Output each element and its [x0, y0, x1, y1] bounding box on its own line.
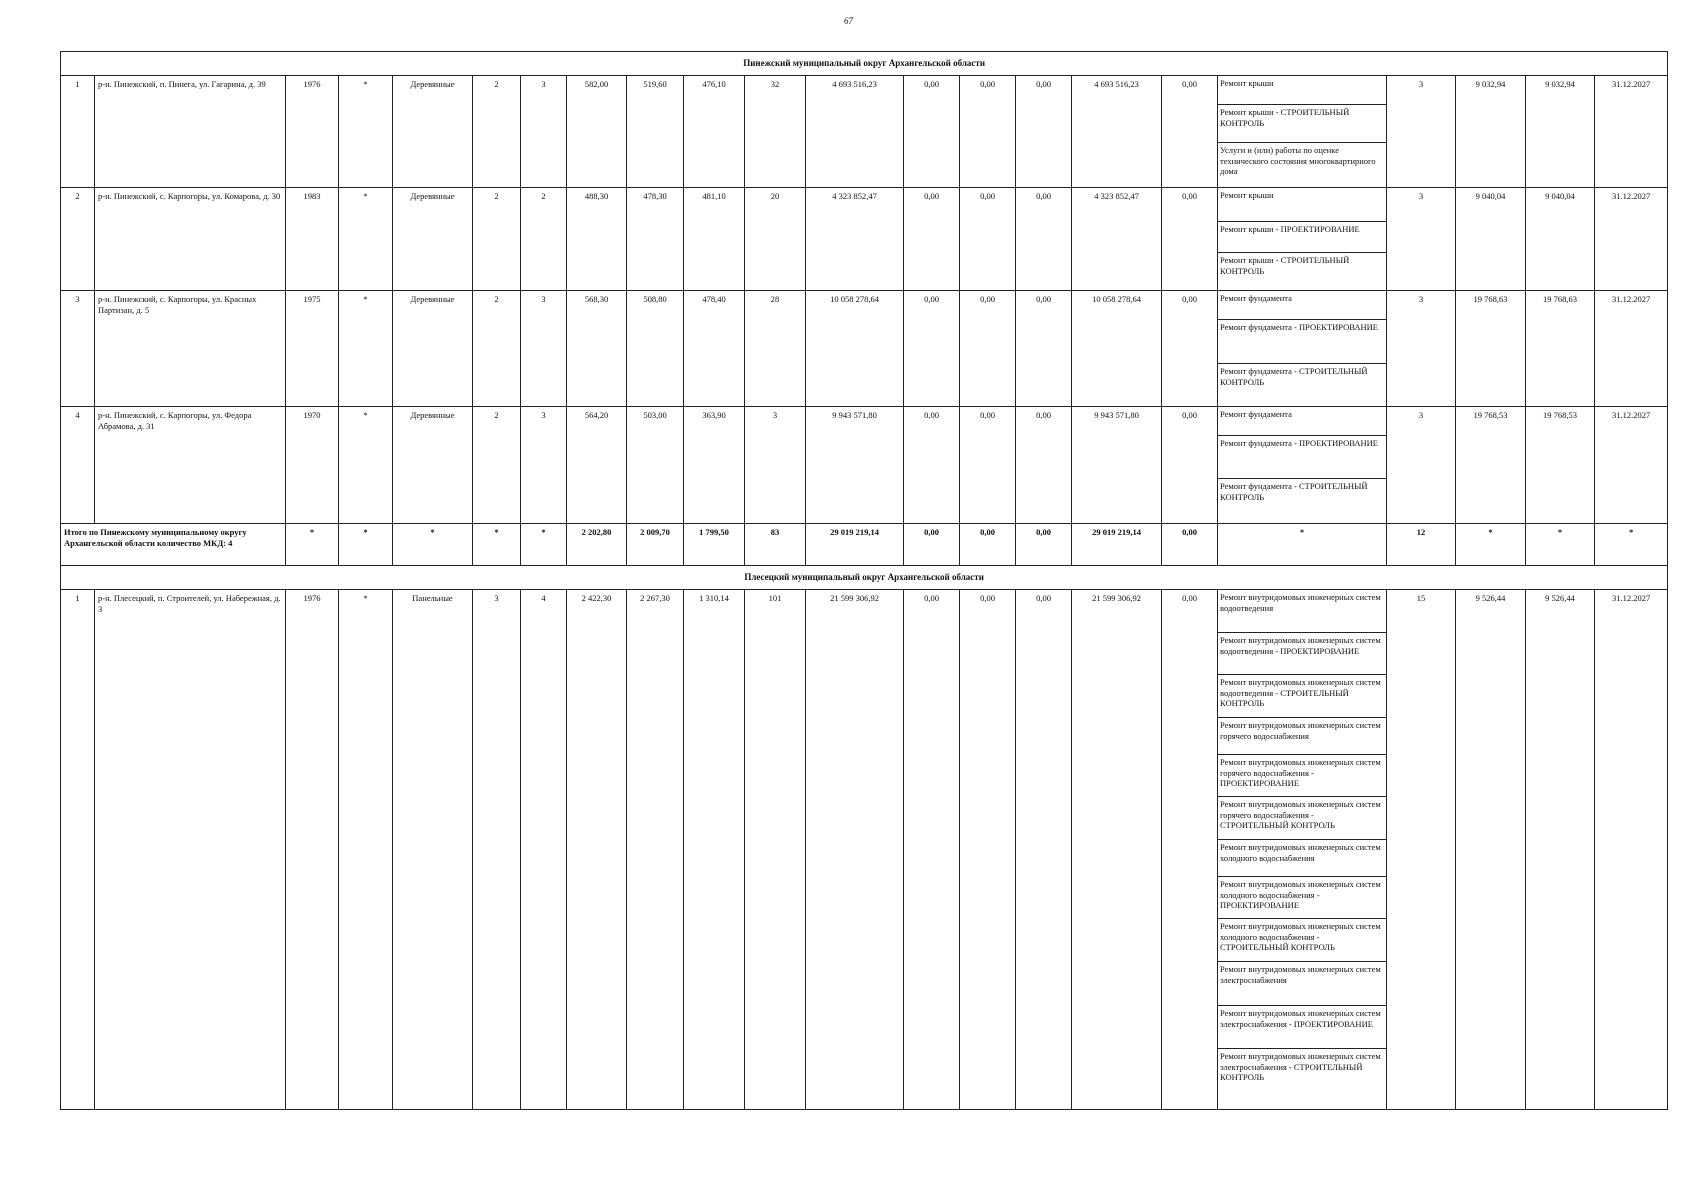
work-item: [1218, 1006, 1386, 1049]
area-residential-cell: 476,10: [684, 76, 745, 188]
work-item: [1218, 840, 1386, 877]
deadline-cell: 31.12.2027: [1595, 407, 1668, 524]
section-header-row: [61, 566, 1668, 590]
fund-regional-cell: 0,00: [960, 76, 1016, 188]
fund-other-cell: 0,00: [1162, 407, 1218, 524]
fund-other-cell: 0,00: [1162, 590, 1218, 1110]
area-total-cell: 582,00: [567, 76, 627, 188]
residents-cell: 101: [745, 590, 806, 1110]
fund-federal-cell: 0,00: [904, 76, 960, 188]
wall-material-cell: Панельные: [393, 590, 473, 1110]
address-cell: р-н. Пинежский, с. Карпогоры, ул. Красных Партизан, д. 5: [95, 291, 286, 407]
fund-federal-cell: 0,00: [904, 291, 960, 407]
area-total-cell: 568,30: [567, 291, 627, 407]
work-item: [1218, 718, 1386, 755]
residents-cell: 32: [745, 76, 806, 188]
deadline-cell: 31.12.2027: [1595, 76, 1668, 188]
work-item-label: Ремонт внутридомовых инженерных систем холодного водоснабжения - СТРОИТЕЛЬНЫЙ КОНТРОЛЬ: [1218, 919, 1386, 962]
entrances-cell: 4: [521, 590, 567, 1110]
work-item-label: Ремонт крыши - СТРОИТЕЛЬНЫЙ КОНТРОЛЬ: [1218, 105, 1386, 143]
entrances-cell: 3: [521, 76, 567, 188]
works-list: [1218, 291, 1386, 405]
table-row: [61, 407, 1668, 524]
area-premises-cell: 478,30: [627, 188, 684, 291]
max-cost-cell: 19 768,53: [1526, 407, 1595, 524]
work-item: [1218, 407, 1386, 436]
section-title: Пинежский муниципальный округ Архангельской области: [61, 52, 1668, 76]
unit-cost-cell: 19 768,53: [1456, 407, 1526, 524]
unit-cost-cell: 19 768,63: [1456, 291, 1526, 407]
fund-regional-cell: 0,00: [960, 407, 1016, 524]
entrances-cell: 2: [521, 188, 567, 291]
works-list: [1218, 407, 1386, 520]
row-number: 1: [61, 76, 95, 188]
fund-municipal-cell: 0,00: [1016, 188, 1072, 291]
total-area-cell: 2 202,80: [567, 524, 627, 566]
work-item: [1218, 1049, 1386, 1093]
work-item-label: Ремонт фундамента - СТРОИТЕЛЬНЫЙ КОНТРОЛЬ: [1220, 481, 1368, 502]
fund-owners-cell: 9 943 571,80: [1072, 407, 1162, 524]
total-star-cell: *: [339, 524, 393, 566]
row-number: 2: [61, 188, 95, 291]
wall-material-cell: Деревянные: [393, 76, 473, 188]
work-item-label: Ремонт внутридомовых инженерных систем электроснабжения: [1218, 962, 1386, 1006]
row-number: 1: [61, 590, 95, 1110]
fund-other-cell: 0,00: [1162, 76, 1218, 188]
total-work-count-cell: 12: [1387, 524, 1456, 566]
floors-cell: 2: [473, 188, 521, 291]
area-residential-cell: 481,10: [684, 188, 745, 291]
works-cell: [1218, 590, 1387, 1110]
floors-cell: 2: [473, 76, 521, 188]
work-item-label: Ремонт внутридомовых инженерных систем водоотведения: [1218, 590, 1386, 633]
work-count-cell: 15: [1387, 590, 1456, 1110]
work-item: [1218, 76, 1386, 105]
area-premises-cell: 2 267,30: [627, 590, 684, 1110]
unit-cost-cell: 9 526,44: [1456, 590, 1526, 1110]
work-item-label: Ремонт фундамента - ПРОЕКТИРОВАНИЕ: [1218, 320, 1386, 364]
fund-regional-cell: 0,00: [960, 590, 1016, 1110]
work-count-cell: 3: [1387, 76, 1456, 188]
work-item: [1218, 962, 1386, 1006]
total-cost-cell: 29 019 219,14: [806, 524, 904, 566]
work-item: [1218, 590, 1386, 633]
residents-cell: 28: [745, 291, 806, 407]
area-total-cell: 2 422,30: [567, 590, 627, 1110]
work-item-label: Ремонт крыши: [1218, 188, 1386, 222]
total-residents-cell: 83: [745, 524, 806, 566]
work-item: [1218, 253, 1386, 291]
total-star-cell: *: [1456, 524, 1526, 566]
total-area-premises-cell: 2 009,70: [627, 524, 684, 566]
total-star-cell: *: [473, 524, 521, 566]
work-item-label: Ремонт фундамента: [1218, 291, 1386, 320]
work-item: [1218, 222, 1386, 253]
work-item: [1218, 320, 1386, 364]
address-cell: р-н. Пинежский, с. Карпогоры, ул. Федора Абрамова, д. 31: [95, 407, 286, 524]
residents-cell: 3: [745, 407, 806, 524]
fund-municipal-cell: 0,00: [1016, 407, 1072, 524]
unit-cost-cell: 9 040,04: [1456, 188, 1526, 291]
deadline-cell: 31.12.2027: [1595, 291, 1668, 407]
address-cell: р-н. Плесецкий, п. Строителей, ул. Набережная, д. 3: [95, 590, 286, 1110]
work-item: [1218, 633, 1386, 675]
deadline-cell: 31.12.2027: [1595, 188, 1668, 291]
total-star-cell: *: [393, 524, 473, 566]
year-commission-cell: *: [339, 188, 393, 291]
max-cost-cell: 9 526,44: [1526, 590, 1595, 1110]
fund-federal-cell: 0,00: [904, 590, 960, 1110]
work-item-label: Ремонт внутридомовых инженерных систем электроснабжения - ПРОЕКТИРОВАНИЕ: [1218, 1006, 1386, 1049]
table-row: [61, 188, 1668, 291]
fund-regional-cell: 0,00: [960, 188, 1016, 291]
cost-total-cell: 10 058 278,64: [806, 291, 904, 407]
work-item-label: Ремонт фундамента: [1218, 407, 1386, 436]
work-count-cell: 3: [1387, 291, 1456, 407]
year-commission-cell: *: [339, 291, 393, 407]
works-cell: [1218, 188, 1387, 291]
fund-regional-cell: 0,00: [960, 291, 1016, 407]
work-item: [1218, 188, 1386, 222]
fund-municipal-cell: 0,00: [1016, 590, 1072, 1110]
work-item-label: Ремонт крыши: [1218, 76, 1386, 105]
year-commission-cell: *: [339, 407, 393, 524]
total-star-cell: *: [286, 524, 339, 566]
work-item-label: Ремонт внутридомовых инженерных систем горячего водоснабжения: [1218, 718, 1386, 755]
work-item-label: Ремонт фундамента - ПРОЕКТИРОВАНИЕ: [1218, 436, 1386, 479]
works-cell: [1218, 76, 1387, 188]
floors-cell: 2: [473, 407, 521, 524]
fund-owners-cell: 21 599 306,92: [1072, 590, 1162, 1110]
entrances-cell: 3: [521, 291, 567, 407]
work-count-cell: 3: [1387, 407, 1456, 524]
work-item-label: Ремонт внутридомовых инженерных систем горячего водоснабжения - СТРОИТЕЛЬНЫЙ КОНТРОЛЬ: [1218, 797, 1386, 840]
total-fund-regional-cell: 0,00: [960, 524, 1016, 566]
work-item: [1218, 755, 1386, 797]
work-item-label: Ремонт внутридомовых инженерных систем горячего водоснабжения - ПРОЕКТИРОВАНИЕ: [1218, 755, 1386, 797]
works-list: [1218, 590, 1386, 1092]
work-item-label: Ремонт крыши - СТРОИТЕЛЬНЫЙ КОНТРОЛЬ: [1220, 255, 1350, 276]
cost-total-cell: 21 599 306,92: [806, 590, 904, 1110]
area-premises-cell: 519,60: [627, 76, 684, 188]
area-residential-cell: 363,90: [684, 407, 745, 524]
area-total-cell: 564,20: [567, 407, 627, 524]
work-item: [1218, 797, 1386, 840]
work-item-label: Ремонт внутридомовых инженерных систем электроснабжения - СТРОИТЕЛЬНЫЙ КОНТРОЛЬ: [1220, 1051, 1381, 1082]
fund-federal-cell: 0,00: [904, 407, 960, 524]
wall-material-cell: Деревянные: [393, 407, 473, 524]
work-item: [1218, 105, 1386, 143]
year-cell: 1976: [286, 590, 339, 1110]
work-item-label: Ремонт внутридомовых инженерных систем водоотведения - СТРОИТЕЛЬНЫЙ КОНТРОЛЬ: [1218, 675, 1386, 718]
address-cell: р-н. Пинежский, п. Пинега, ул. Гагарина, д. 39: [95, 76, 286, 188]
works-list: [1218, 76, 1386, 185]
work-item: [1218, 877, 1386, 919]
year-cell: 1983: [286, 188, 339, 291]
max-cost-cell: 9 032,94: [1526, 76, 1595, 188]
fund-federal-cell: 0,00: [904, 188, 960, 291]
max-cost-cell: 19 768,63: [1526, 291, 1595, 407]
work-item: [1218, 143, 1386, 186]
area-total-cell: 488,30: [567, 188, 627, 291]
fund-other-cell: 0,00: [1162, 188, 1218, 291]
section-title: Плесецкий муниципальный округ Архангельской области: [61, 566, 1668, 590]
cost-total-cell: 9 943 571,80: [806, 407, 904, 524]
fund-municipal-cell: 0,00: [1016, 291, 1072, 407]
total-fund-municipal-cell: 0,00: [1016, 524, 1072, 566]
table-row: [61, 76, 1668, 188]
area-residential-cell: 478,40: [684, 291, 745, 407]
table-row: [61, 590, 1668, 1110]
year-cell: 1976: [286, 76, 339, 188]
row-number: 4: [61, 407, 95, 524]
total-star-cell: *: [1526, 524, 1595, 566]
table-row: [61, 291, 1668, 407]
work-item: [1218, 479, 1386, 521]
fund-owners-cell: 4 323 852,47: [1072, 188, 1162, 291]
work-item: [1218, 675, 1386, 718]
fund-owners-cell: 10 058 278,64: [1072, 291, 1162, 407]
residents-cell: 20: [745, 188, 806, 291]
total-fund-other-cell: 0,00: [1162, 524, 1218, 566]
work-item: [1218, 291, 1386, 320]
year-cell: 1975: [286, 291, 339, 407]
work-item-label: Услуги и (или) работы по оценке технического состояния многоквартирного дома: [1220, 145, 1376, 176]
work-item: [1218, 364, 1386, 406]
cost-total-cell: 4 693 516,23: [806, 76, 904, 188]
unit-cost-cell: 9 032,94: [1456, 76, 1526, 188]
work-item-label: Ремонт внутридомовых инженерных систем водоотведения - ПРОЕКТИРОВАНИЕ: [1218, 633, 1386, 675]
row-number: 3: [61, 291, 95, 407]
year-cell: 1970: [286, 407, 339, 524]
total-label: Итого по Пинежскому муниципальному округу Архангельской области количество МКД: 4: [61, 524, 286, 566]
address-cell: р-н. Пинежский, с. Карпогоры, ул. Комарова, д. 30: [95, 188, 286, 291]
floors-cell: 3: [473, 590, 521, 1110]
wall-material-cell: Деревянные: [393, 291, 473, 407]
section-header-row: [61, 52, 1668, 76]
total-star-cell: *: [521, 524, 567, 566]
year-commission-cell: *: [339, 76, 393, 188]
entrances-cell: 3: [521, 407, 567, 524]
floors-cell: 2: [473, 291, 521, 407]
total-area-residential-cell: 1 799,50: [684, 524, 745, 566]
page-number: 67: [844, 16, 853, 26]
work-item: [1218, 919, 1386, 962]
capital-repair-register-table: [60, 51, 1668, 1110]
fund-municipal-cell: 0,00: [1016, 76, 1072, 188]
area-premises-cell: 508,80: [627, 291, 684, 407]
year-commission-cell: *: [339, 590, 393, 1110]
total-star-cell: *: [1218, 524, 1387, 566]
work-item-label: Ремонт фундамента - СТРОИТЕЛЬНЫЙ КОНТРОЛЬ: [1220, 366, 1368, 387]
work-item-label: Ремонт крыши - ПРОЕКТИРОВАНИЕ: [1218, 222, 1386, 253]
work-item: [1218, 436, 1386, 479]
total-row: [61, 524, 1668, 566]
total-fund-federal-cell: 0,00: [904, 524, 960, 566]
max-cost-cell: 9 040,04: [1526, 188, 1595, 291]
works-cell: [1218, 291, 1387, 407]
fund-other-cell: 0,00: [1162, 291, 1218, 407]
cost-total-cell: 4 323 852,47: [806, 188, 904, 291]
works-list: [1218, 188, 1386, 290]
work-item-label: Ремонт внутридомовых инженерных систем холодного водоснабжения - ПРОЕКТИРОВАНИЕ: [1218, 877, 1386, 919]
work-count-cell: 3: [1387, 188, 1456, 291]
works-cell: [1218, 407, 1387, 524]
wall-material-cell: Деревянные: [393, 188, 473, 291]
area-premises-cell: 503,00: [627, 407, 684, 524]
work-item-label: Ремонт внутридомовых инженерных систем холодного водоснабжения: [1218, 840, 1386, 877]
total-fund-owners-cell: 29 019 219,14: [1072, 524, 1162, 566]
fund-owners-cell: 4 693 516,23: [1072, 76, 1162, 188]
total-star-cell: *: [1595, 524, 1668, 566]
area-residential-cell: 1 310,14: [684, 590, 745, 1110]
deadline-cell: 31.12.2027: [1595, 590, 1668, 1110]
